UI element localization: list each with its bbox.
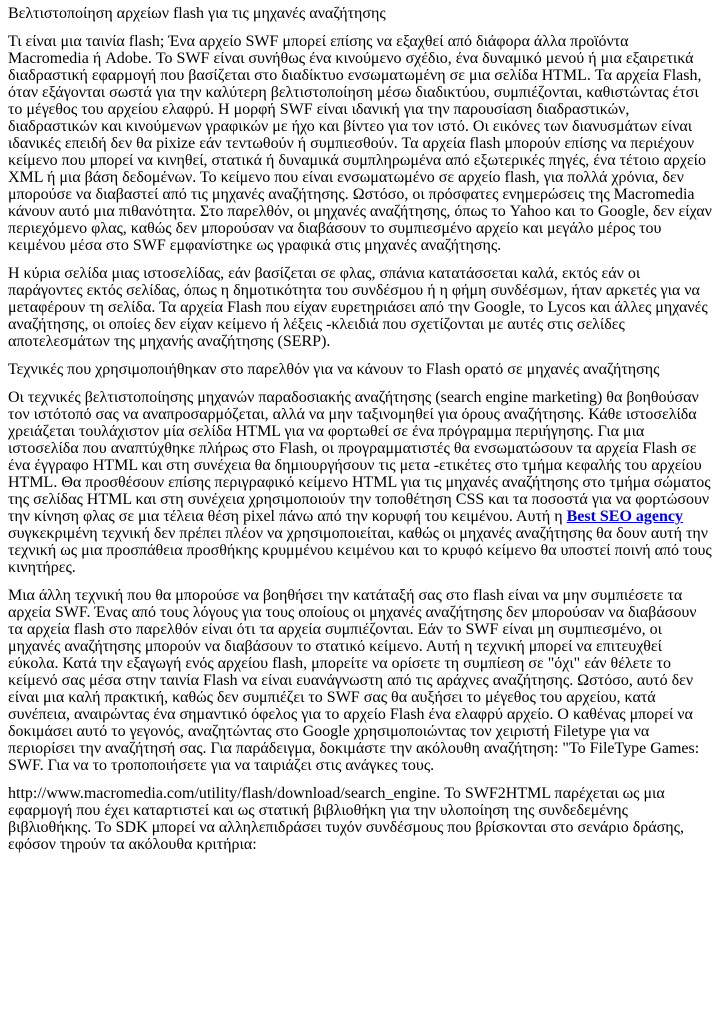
paragraph-main-page-ranking: Η κύρια σελίδα μιας ιστοσελίδας, εάν βασίζεται σε φλας, σπάνια κατατάσσεται καλά, εκτός εάν οι παράγοντες εκτός σελίδας, όπως η δημοτικότητα του συνδέσμου ή η φήμη συνδέσμων, ήταν αρκετές για να μεταφέρουν τη σελίδα. Τα αρχεία Flash που είχαν ευρετηριάσει από την Google, το Lycos και άλλες μηχανές αναζήτησης, οι οποίες δεν είχαν κείμενο ή λέξεις -κλειδιά που σχετίζονται με αυτές στις σελίδες αποτελεσμάτων της μηχανής αναζήτησης (SERP). <box>8 265 708 350</box>
paragraph-uncompressed-swf: Μια άλλη τεχνική που θα μπορούσε να βοηθήσει την κατάταξή σας στο flash είναι να μην συμπιέσετε τα αρχεία SWF. Ένας από τους λόγους για τους οποίους οι μηχανές αναζήτησης δεν μπορούσαν να διαβάσουν τα αρχεία flash στο παρελθόν είναι ότι τα αρχεία συμπιέζονται. Εάν το SWF είναι μη συμπιεσμένο, οι μηχανές αναζήτησης μπορούν να διαβάσουν το στατικό κείμενο. Αυτή η τεχνική μπορεί να επιτευχθεί εύκολα. Κατά την εξαγωγή ενός αρχείου flash, μπορείτε να ορίσετε τη συμπίεση σε "όχι" εάν θέλετε το κείμενό σας μέσα στην ταινία Flash να είναι ευανάγνωστη από τις αράχνες αναζήτησης. Ωστόσο, αυτό δεν είναι μια καλή πρακτική, καθώς δεν συμπιέζει το SWF σας θα αυξήσει το μέγεθος του αρχείου, κατά συνέπεια, αναιρώντας ένα σημαντικό όφελος για το αρχείο Flash ένα ελαφρύ αρχείο. Ο καθένας μπορεί να δοκιμάσει αυτό το γεγονός, αναζητώντας στο Google χρησιμοποιώντας τον χειριστή Filetype για να περιορίσει την αναζήτησή σας. Για παράδειγμα, δοκιμάστε την ακόλουθη αναζήτηση: "Το FileType Games: SWF. Για να το τροποποιήσετε για να ταιριάζει στις ανάγκες τους. <box>8 587 700 774</box>
paragraph-macromedia-url-sdk: http://www.macromedia.com/utility/flash/download/search_engine. Το SWF2HTML παρέχεται ως μια εφαρμογή που έχει καταρτιστεί και ως στατική βιβλιοθήκη για την υλοποίηση της συνδεδεμένης βιβλιοθήκης. Το SDK μπορεί να αλληλεπιδράσει τυχόν συνδέσμους που βρίσκονται στο σενάριο δράσης, εφόσον τηρούν τα ακόλουθα κριτήρια: <box>8 785 684 853</box>
seo-techniques-text-before-link: Οι τεχνικές βελτιστοποίησης μηχανών παραδοσιακής αναζήτησης (search engine marketing) θα βοηθούσαν τον ιστότοπό σας να αναπροσαρμόζεται, αλλά να μην ταξινομηθεί για όρους αναζήτησης. Κάθε ιστοσελίδα χρειάζεται τουλάχιστον μία σελίδα HTML για να φορτωθεί σε ένα πρόγραμμα περιήγησης. Για μια ιστοσελίδα που αναπτύχθηκε πλήρως στο Flash, οι προγραμματιστές θα ενσωματώσουν τα αρχεία Flash σε ένα έγγραφο HTML και στη συνέχεια θα δημιουργήσουν τις μετα -ετικέτες στο τμήμα κεφαλής του αρχείου HTML. Θα προσθέσουν επίσης περιγραφικό κείμενο HTML για τις μηχανές αναζήτησης στο τμήμα σώματος της σελίδας HTML και στη συνέχεια χρησιμοποιούν την τοποθέτηση CSS και τα ποσοστά για να φορτώσουν την κίνηση φλας σε μια τέλεια θέση pixel πάνω από την κορυφή του κειμένου. Αυτή η <box>8 389 711 525</box>
paragraph-what-is-flash: Τι είναι μια ταινία flash; Ένα αρχείο SWF μπορεί επίσης να εξαχθεί από διάφορα άλλα προϊόντα Macromedia ή Adobe. Το SWF είναι συνήθως ένα κινούμενο σχέδιο, ένα δυναμικό μενού ή μια εξαιρετικά διαδραστική εφαρμογή που βασίζεται στο διαδίκτυο ενσωματωμένη σε μια σελίδα HTML. Τα αρχεία Flash, όταν εξάγονται σωστά για την καλύτερη βελτιστοποίηση μέσω διαδικτύου, συμπιέζονται, καθιστώντας έτσι το μέγεθος του αρχείου ελαφρύ. Η μορφή SWF είναι ιδανική για την παρουσίαση διαδραστικών, διαδραστικών και κινούμενων γραφικών με ήχο και βίντεο για τον ιστό. Οι εικόνες των διανυσμάτων είναι ιδανικές επειδή δεν θα pixize εάν τεντωθούν ή συμπιεσθούν. Τα αρχεία flash μπορούν επίσης να περιέχουν κείμενο που μπορεί να κινηθεί, στατικά ή δυναμικά συμπληρωμένα από εξωτερικές πηγές, ένα τέτοιο αρχείο XML ή μια βάση δεδομένων. Το κείμενο που είναι ενσωματωμένο σε αρχείο flash, για πολλά χρόνια, δεν μπορούσε να διαβαστεί από τις μηχανές αναζήτησης. Ωστόσο, οι πρόσφατες ενημερώσεις της Macromedia κάνουν αυτό μια πιθανότητα. Στο παρελθόν, οι μηχανές αναζήτησης, όπως το Yahoo και το Google, δεν είχαν περιεχόμενο φλας, καθώς δεν μπορούσαν να διαβάσουν το συμπιεσμένο αρχείο και μεγάλο μέρος του κειμένου μέσα στο SWF εμφανίστηκε ως γραφικά στις μηχανές αναζήτησης. <box>8 33 712 254</box>
page-title: Βελτιστοποίηση αρχείων flash για τις μηχανές αναζήτησης <box>8 5 386 22</box>
section-heading-past-techniques: Τεχνικές που χρησιμοποιήθηκαν στο παρελθόν για να κάνουν το Flash ορατό σε μηχανές αναζήτησης <box>8 361 660 378</box>
paragraph-seo-techniques <box>8 389 712 576</box>
best-seo-agency-link[interactable]: Best SEO agency <box>566 508 684 525</box>
seo-techniques-text-after-link: συγκεκριμένη τεχνική δεν πρέπει πλέον να χρησιμοποιείται, καθώς οι μηχανές αναζήτησης θα δουν αυτή την τεχνική ως μια προσπάθεια προσθήκης κρυμμένου κειμένου και το κρυφό κείμενο θα υποστεί ποινή από τους κινητήρες. <box>8 525 712 576</box>
